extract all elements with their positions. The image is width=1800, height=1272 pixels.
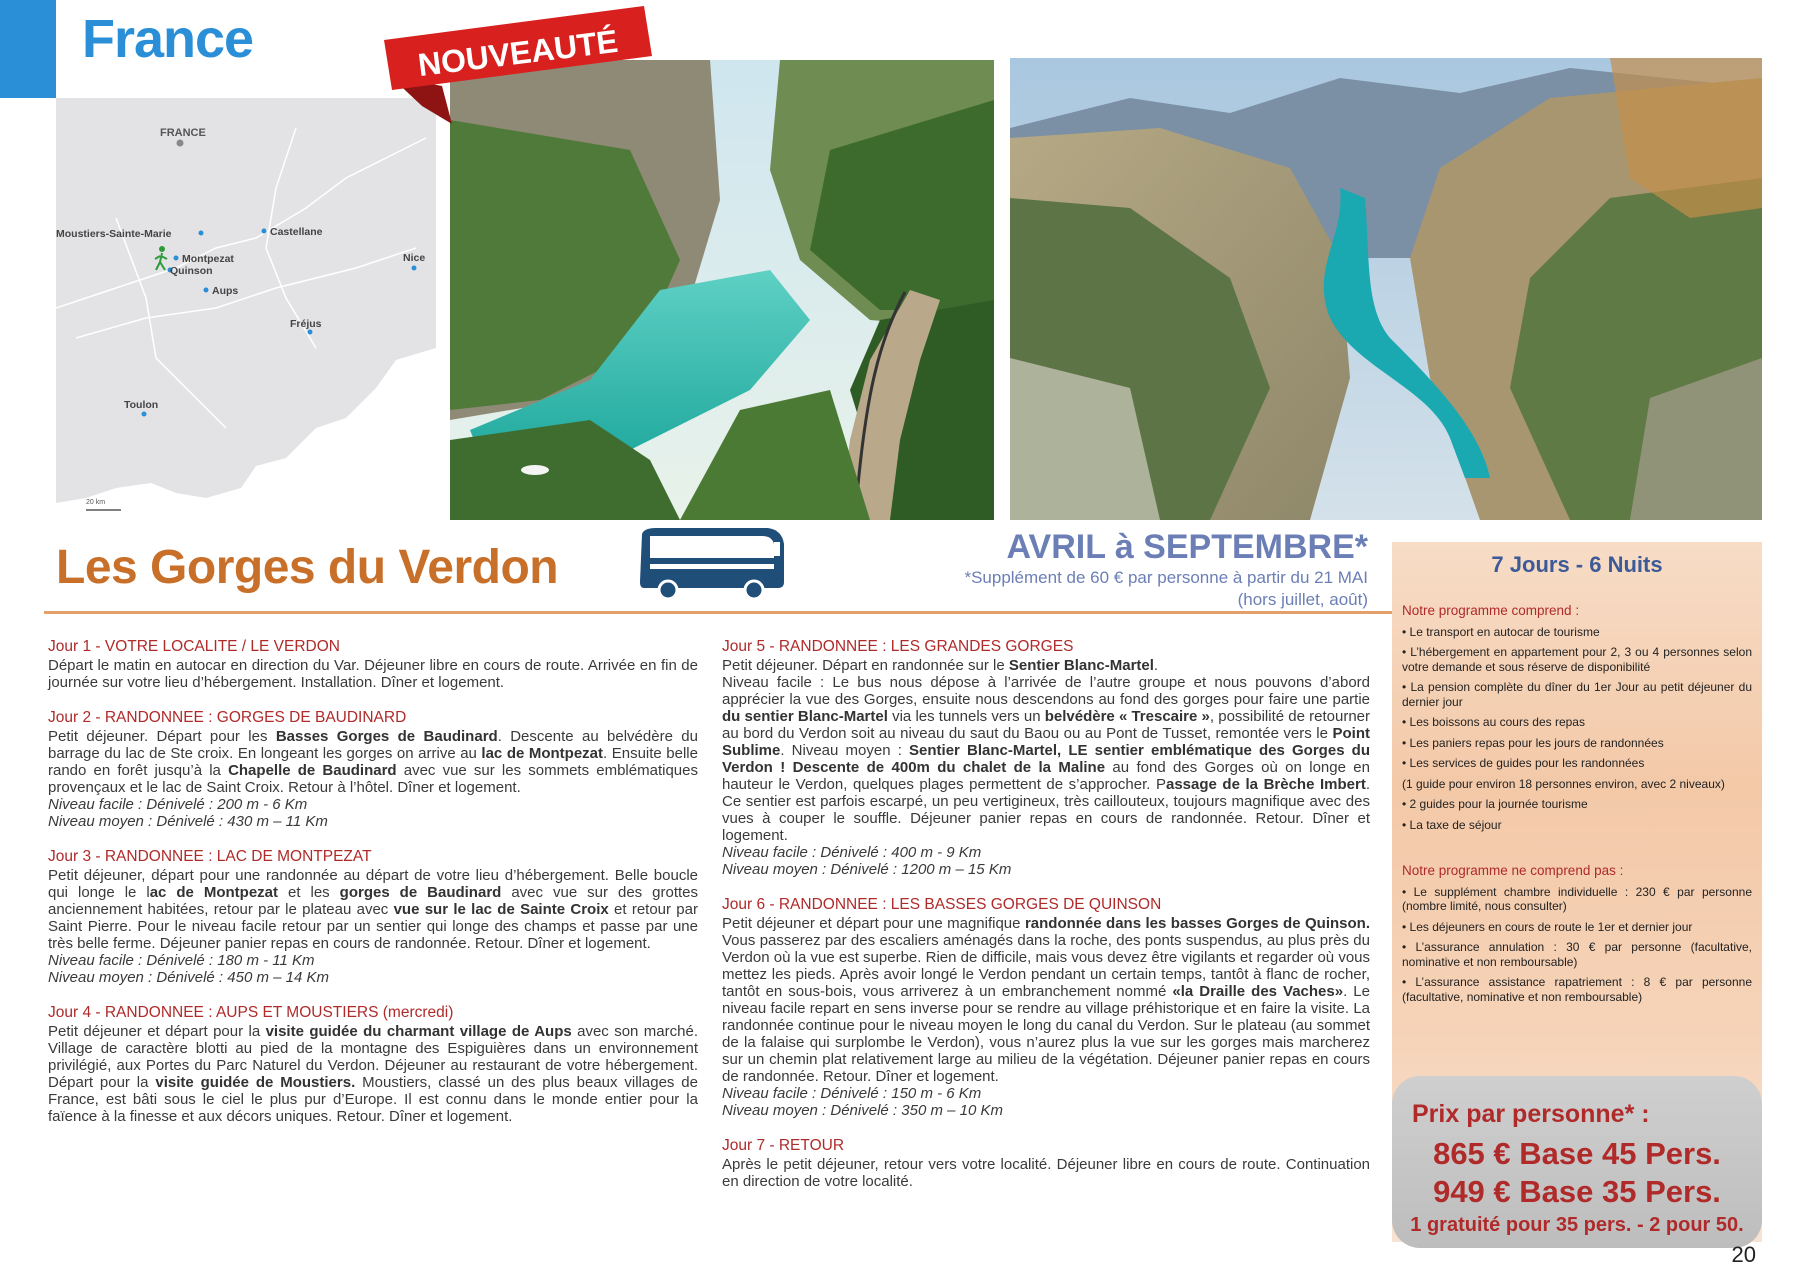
photo-canyon-aerial	[1010, 58, 1762, 520]
level-easy: Niveau facile : Dénivelé : 180 m - 11 Km	[48, 952, 315, 969]
price-title: Prix par personne* :	[1412, 1100, 1650, 1128]
map-label-montpezat: Montpezat	[182, 253, 234, 265]
list-item: • L’assurance annulation : 30 € par personne (facultative, nominative et non remboursable)	[1402, 940, 1752, 969]
included-list	[1402, 604, 1752, 838]
level-easy: Niveau facile : Dénivelé : 400 m - 9 Km	[722, 844, 982, 861]
season-block	[964, 528, 1368, 611]
region-map	[56, 98, 436, 518]
level-medium: Niveau moyen : Dénivelé : 1200 m – 15 Km	[722, 861, 1012, 878]
level-easy: Niveau facile : Dénivelé : 200 m - 6 Km	[48, 796, 308, 813]
day-title: Jour 1 - VOTRE LOCALITE / LE VERDON	[48, 638, 340, 655]
day-title: Jour 4 - RANDONNEE : AUPS ET MOUSTIERS (mercredi)	[48, 1004, 454, 1021]
map-scale: 20 km	[86, 499, 106, 506]
day-3	[48, 848, 698, 986]
day-text: Départ le matin en autocar en direction du Var. Déjeuner libre en cours de route. Arrivée en fin de journée sur votre lieu d’hébergement. Installation. Dîner et logement.	[48, 657, 698, 691]
list-item: • La taxe de séjour	[1402, 817, 1502, 832]
day-text: Petit déjeuner. Départ en randonnée sur le Sentier Blanc-Martel.	[722, 657, 1159, 674]
season-exclusion-note: (hors juillet, août)	[1237, 590, 1368, 609]
map-label-france: FRANCE	[160, 127, 206, 139]
map-label-nice: Nice	[403, 252, 426, 264]
divider-line	[44, 611, 1392, 614]
day-text: Petit déjeuner et départ pour la visite guidée du charmant village de Aups avec son marché. Village de caractère blotti au pied de la montagne des Espiguières dans un environnement privilégié, aux Portes du Parc Naturel du Verdon. Déjeuner au restaurant de votre hébergement. Départ pour la visite guidée de Moustiers. Moustiers, classé un des plus beaux villages de France, est bâti sous le ciel le plus pur d’Europe. Il est connu dans le monde entier pour la faïence à la finesse et aux décors uniques. Retour. Dîner et logement.	[48, 1023, 698, 1125]
day-title: Jour 6 - RANDONNEE : LES BASSES GORGES DE QUINSON	[722, 896, 1162, 913]
list-item: • L’assurance assistance rapatriement : 8 € par personne (facultative, nominative et non remboursable)	[1402, 975, 1752, 1004]
day-text: Niveau facile : Le bus nous dépose à l’arrivée de l’autre groupe et nous pouvons d’abord apprécier la vue des Gorges, ensuite nous descendons au fond des gorges pour faire une partie du sentier Blanc-Martel via les tunnels vers un belvédère « Trescaire », possibilité de retourner au bord du Verdon soit au niveau du saut du Baou ou au Pont de Tusset, remontée vers le Point Sublime. Niveau moyen : Sentier Blanc-Martel, LE sentier emblématique des Gorges du Verdon ! Descente de 400m du chalet de la Maline au fond des Gorges où on longe en hauteur le Verdon, quelques plages permettent de s’approcher. Passage de la Brèche Imbert. Ce sentier est parfois escarpé, un peu vertigineux, très caillouteux, toujours magnifique avec des vues à couper le souffle. Déjeuner panier repas en cours de randonnée. Retour. Dîner et logement.	[722, 674, 1371, 844]
list-item: • Le transport en autocar de tourisme	[1402, 624, 1600, 639]
map-label-moustiers: Moustiers-Sainte-Marie	[56, 228, 172, 240]
country-title: France	[82, 9, 254, 69]
day-text: Après le petit déjeuner, retour vers votre localité. Déjeuner libre en cours de route. Continuation en direction de votre localité.	[722, 1156, 1370, 1190]
day-6	[722, 896, 1370, 1119]
day-text: Petit déjeuner, départ pour une randonnée au départ de votre lieu d’hébergement. Belle boucle qui longe le lac de Montpezat et les gorges de Baudinard avec vue sur des grottes anciennement habitées, retour par le plateau avec vue sur le lac de Sainte Croix et retour par Saint Pierre. Pour le niveau facile retour par un sentier qui longe des champs et passe par une très belle ferme. Déjeuner panier repas en cours de randonnée. Retour. Dîner et logement.	[48, 867, 699, 952]
level-easy: Niveau facile : Dénivelé : 150 m - 6 Km	[722, 1085, 982, 1102]
price-box	[1392, 1076, 1762, 1248]
map-label-aups: Aups	[212, 285, 239, 297]
ribbon-text: NOUVEAUTÉ	[415, 22, 620, 84]
season-supplement-note: *Supplément de 60 € par personne à partir du 21 MAI	[964, 568, 1368, 587]
day-7	[722, 1137, 1370, 1190]
nouveaute-ribbon	[382, 6, 652, 124]
itinerary-column-left	[48, 638, 698, 1143]
free-places-note: 1 gratuité pour 35 pers. - 2 pour 50.	[1410, 1214, 1744, 1236]
list-item: • Les déjeuners en cours de route le 1er et dernier jour	[1402, 919, 1693, 934]
list-item: (1 guide pour environ 18 personnes environ, avec 2 niveaux)	[1402, 776, 1725, 791]
list-item: • Les paniers repas pour les jours de randonnées	[1402, 735, 1664, 750]
map-label-quinson: Quinson	[170, 265, 213, 277]
map-label-castellane: Castellane	[270, 226, 323, 238]
list-item: • Le supplément chambre individuelle : 230 € par personne (nombre limité, nous consulter)	[1402, 884, 1752, 913]
included-title: Notre programme comprend :	[1402, 603, 1580, 618]
day-2	[48, 709, 698, 830]
bus-icon	[636, 524, 786, 602]
level-medium: Niveau moyen : Dénivelé : 450 m – 14 Km	[48, 969, 329, 986]
list-item: • L’hébergement en appartement pour 2, 3 ou 4 personnes selon votre demande et sous réserve de disponibilité	[1402, 645, 1752, 674]
day-5	[722, 638, 1370, 878]
day-title: Jour 2 - RANDONNEE : GORGES DE BAUDINARD	[48, 709, 407, 726]
day-text: Petit déjeuner. Départ pour les Basses Gorges de Baudinard. Descente au belvédère du barrage du lac de Ste croix. En longeant les gorges on arrive au lac de Montpezat. Ensuite belle rando en forêt jusqu’à la Chapelle de Baudinard avec vue sur les sommets emblématiques provençaux et le lac de Saint Croix. Retour à l’hôtel. Dîner et logement.	[48, 728, 698, 796]
day-title: Jour 3 - RANDONNEE : LAC DE MONTPEZAT	[48, 848, 372, 865]
map-label-frejus: Fréjus	[290, 318, 322, 330]
level-medium: Niveau moyen : Dénivelé : 350 m – 10 Km	[722, 1102, 1003, 1119]
itinerary-column-right	[722, 638, 1370, 1208]
list-item: • Les services de guides pour les randonnées	[1402, 756, 1645, 770]
list-item: • 2 guides pour la journée tourisme	[1402, 797, 1588, 811]
duration-heading: 7 Jours - 6 Nuits	[1491, 552, 1663, 577]
day-title: Jour 5 - RANDONNEE : LES GRANDES GORGES	[722, 638, 1074, 655]
map-label-toulon: Toulon	[124, 399, 159, 411]
list-item: • La pension complète du dîner du 1er Jour au petit déjeuner du dernier jour	[1402, 680, 1752, 709]
price-base-45: 865 € Base 45 Pers.	[1433, 1136, 1721, 1171]
trip-title: Les Gorges du Verdon	[56, 541, 559, 594]
level-medium: Niveau moyen : Dénivelé : 430 m – 11 Km	[48, 813, 328, 830]
photo-gorge-walkway	[450, 60, 994, 520]
excluded-title: Notre programme ne comprend pas :	[1402, 863, 1624, 878]
price-base-35: 949 € Base 35 Pers.	[1433, 1174, 1721, 1209]
blue-header-tab	[0, 0, 56, 98]
day-1	[48, 638, 698, 691]
excluded-list	[1402, 864, 1752, 1010]
page-number: 20	[1731, 1242, 1756, 1267]
day-4	[48, 1004, 698, 1125]
list-item: • Les boissons au cours des repas	[1402, 715, 1585, 729]
day-text: Petit déjeuner et départ pour une magnifique randonnée dans les basses Gorges de Quinson. Vous passerez par des escaliers aménagés dans la roche, des ponts suspendus, au plus près du Verdon où la vue est superbe. Rien de difficile, mais vous devez être vigilants et regarder où vous mettez les pieds. Après avoir longé le Verdon pendant un certain temps, tantôt à flanc de rocher, tantôt en sous-bois, vous arriverez à un embranchement nommé «la Draille des Vaches». Le niveau facile repart en sens inverse pour se rendre au village préhistorique et en faire la visite. La randonnée continue pour le niveau moyen le long du canal du Verdon. Sur le plateau (au sommet de la falaise qui surplombe le Verdon), vous n’aurez plus la vue sur les gorges mais marcherez sur un chemin plat relativement large au milieu de la végétation. Déjeuner panier repas en cours de randonnée. Retour. Dîner et logement.	[722, 915, 1370, 1085]
day-title: Jour 7 - RETOUR	[722, 1137, 845, 1154]
season-period: AVRIL à SEPTEMBRE*	[1006, 528, 1368, 566]
